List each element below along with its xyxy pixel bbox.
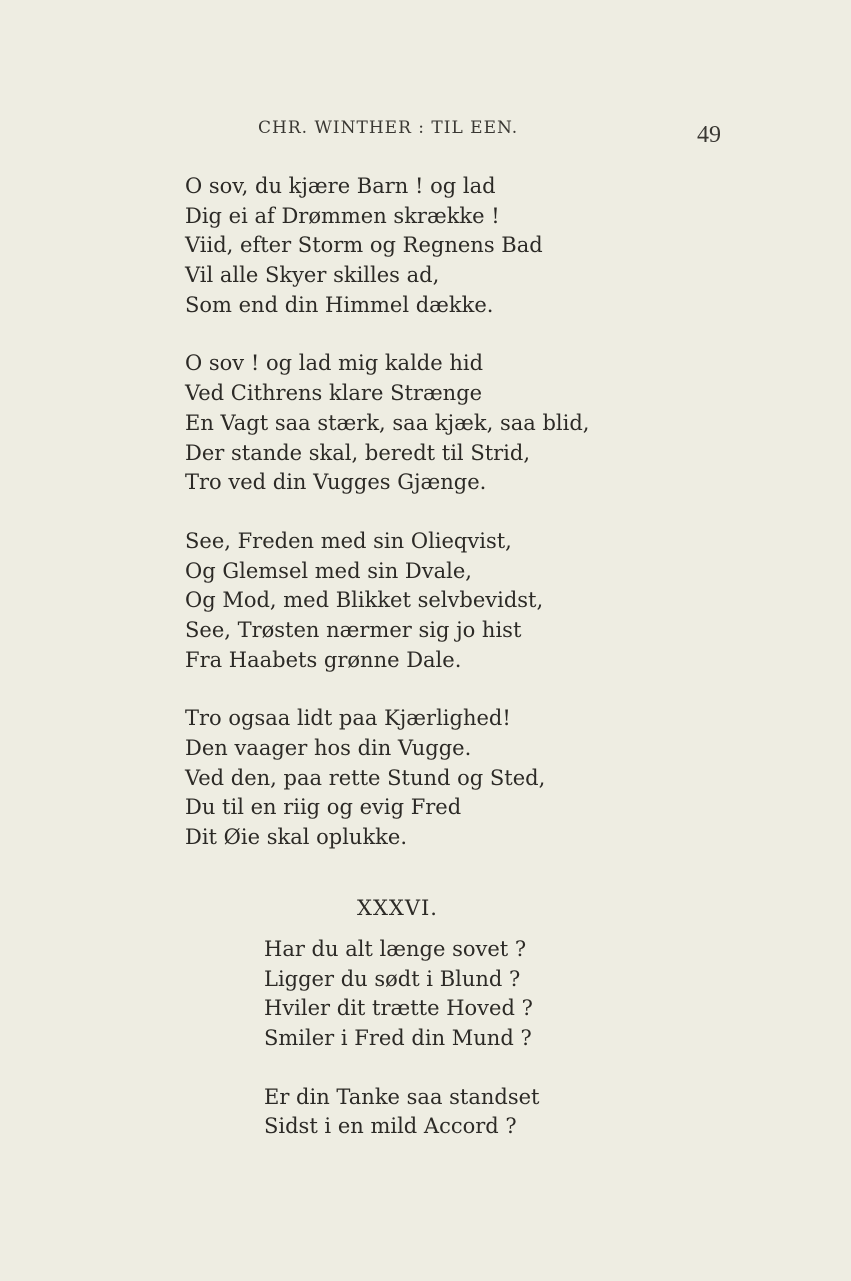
verse-line: Dig ei af Drømmen skrække !	[185, 203, 500, 228]
stanza-1	[264, 935, 540, 1054]
section-heading: XXXVI.	[357, 896, 438, 920]
verse-line: Som end din Himmel dække.	[185, 292, 494, 317]
stanza-1	[185, 172, 589, 320]
poem-2	[264, 935, 540, 1142]
verse-line: Ved den, paa rette Stund og Sted,	[185, 765, 546, 790]
running-title: CHR. WINTHER : TIL EEN.	[258, 118, 519, 138]
running-head	[0, 118, 851, 148]
verse-line: Tro ved din Vugges Gjænge.	[185, 470, 487, 495]
verse-line: Har du alt længe sovet ?	[264, 937, 527, 961]
verse-line: Og Glemsel med sin Dvale,	[185, 558, 472, 583]
verse-line: Den vaager hos din Vugge.	[185, 736, 472, 760]
poem-1	[185, 172, 589, 853]
verse-line: O sov ! og lad mig kalde hid	[185, 351, 484, 376]
verse-line: O sov, du kjære Barn ! og lad	[185, 174, 496, 198]
verse-line: See, Trøsten nærmer sig jo hist	[185, 617, 522, 642]
verse-line: Vil alle Skyer skilles ad,	[185, 263, 440, 288]
verse-line: Dit Øie skal oplukke.	[185, 825, 407, 850]
stanza-3	[185, 527, 589, 675]
verse-line: See, Freden med sin Olieqvist,	[185, 528, 512, 553]
verse-line: Hviler dit trætte Hoved ?	[264, 996, 533, 1021]
verse-line: Du til en riig og evig Fred	[185, 795, 462, 820]
verse-line: Ligger du sødt i Blund ?	[264, 966, 521, 991]
stanza-2	[185, 349, 589, 497]
verse-line: Fra Haabets grønne Dale.	[185, 647, 462, 672]
stanza-2	[264, 1083, 540, 1142]
verse-line: Er din Tanke saa standset	[264, 1084, 540, 1109]
verse-line: Viid, efter Storm og Regnens Bad	[185, 233, 543, 258]
verse-line: Ved Cithrens klare Strænge	[185, 381, 483, 406]
verse-line: En Vagt saa stærk, saa kjæk, saa blid,	[185, 410, 590, 435]
verse-line: Og Mod, med Blikket selvbevidst,	[185, 588, 544, 613]
stanza-4	[185, 704, 589, 852]
verse-line: Der stande skal, beredt til Strid,	[185, 440, 531, 465]
verse-line: Tro ogsaa lidt paa Kjærlighed!	[185, 706, 511, 731]
verse-line: Smiler i Fred din Mund ?	[264, 1026, 532, 1051]
page-number: 49	[697, 122, 721, 148]
verse-line: Sidst i en mild Accord ?	[264, 1114, 517, 1139]
